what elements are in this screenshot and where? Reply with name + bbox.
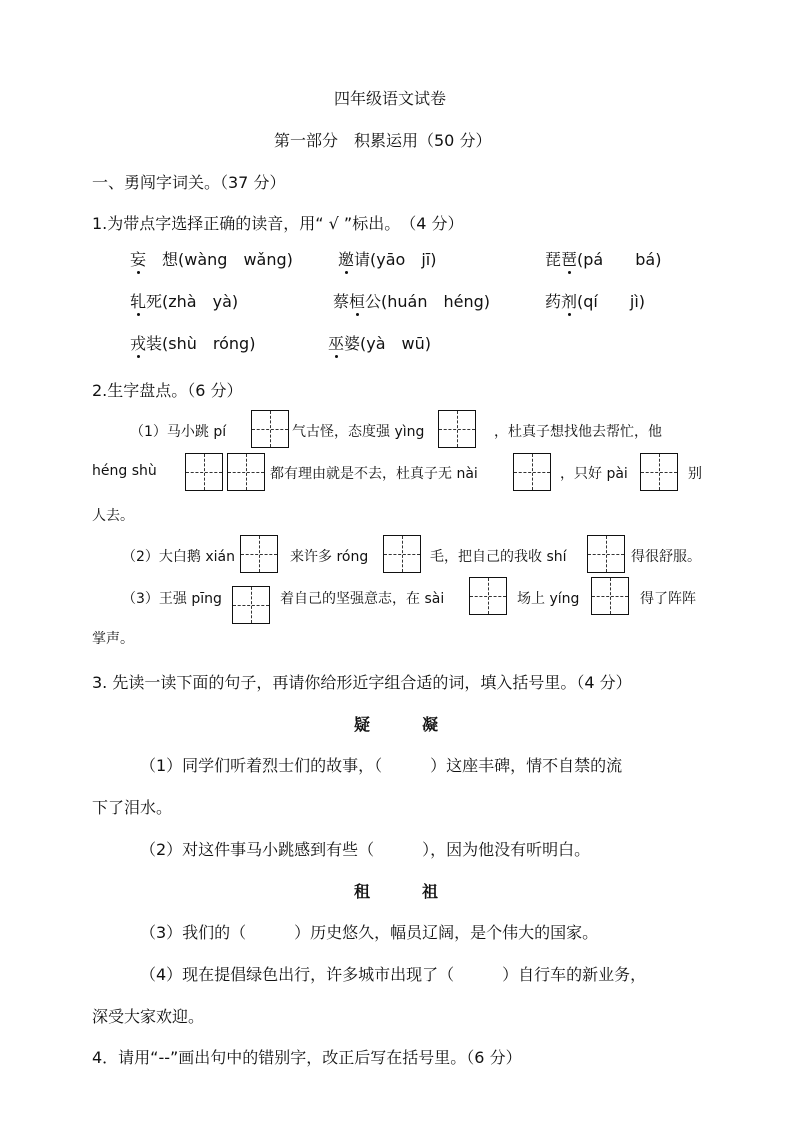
fill-text: 着自己的坚强意志，在 sài: [280, 591, 445, 607]
question-4-stem: 4．请用“--”画出句中的错别字，改正后写在括号里。（6 分）: [92, 1048, 522, 1067]
fill-text: ，杜真子想找他去帮忙，他: [494, 424, 662, 440]
question-3-stem: 3. 先读一读下面的句子，再请你给形近字组合适的词，填入括号里。（4 分）: [92, 673, 632, 692]
fill-text: 得很舒服。: [631, 549, 701, 565]
fill-text: 来许多 róng: [290, 549, 369, 565]
writing-box[interactable]: [383, 535, 421, 573]
char-pair: 疑 凝: [354, 715, 439, 734]
writing-box[interactable]: [587, 535, 625, 573]
fill-text: （1）马小跳 pí: [130, 424, 227, 440]
fill-text: 毛，把自己的我收 shí: [430, 549, 567, 565]
fill-text: 都有理由就是不去，杜真子无 nài: [270, 466, 478, 482]
writing-box[interactable]: [591, 577, 629, 615]
writing-box[interactable]: [227, 453, 265, 491]
writing-box[interactable]: [513, 453, 551, 491]
fill-text: 气古怪，态度强 yìng: [292, 424, 425, 440]
fill-text: 场上 yíng: [517, 591, 580, 607]
writing-box[interactable]: [438, 410, 476, 448]
section-heading: 一、勇闯字词关。（37 分）: [92, 173, 286, 192]
pinyin-item: 巫婆(yà wū): [328, 334, 432, 353]
pinyin-item: 轧死(zhà yà): [130, 292, 239, 311]
fill-text: ，只好 pài: [560, 466, 628, 482]
pinyin-item: 戎装(shù róng): [130, 334, 256, 353]
writing-box[interactable]: [469, 577, 507, 615]
pinyin-item: 琵琶(pá bá): [545, 250, 662, 269]
fill-text: （2）大白鹅 xián: [122, 549, 235, 565]
pinyin-item: 药剂(qí jì): [545, 292, 646, 311]
pinyin-item: 蔡桓公(huán héng): [333, 292, 491, 311]
fill-text: héng shù: [92, 463, 157, 479]
fill-text: 人去。: [92, 508, 134, 524]
question-1-stem: 1.为带点字选择正确的读音，用“ √ ”标出。 （4 分）: [92, 214, 464, 233]
writing-box[interactable]: [232, 586, 270, 624]
writing-box[interactable]: [240, 535, 278, 573]
page-title: 四年级语文试卷: [334, 89, 447, 108]
fill-text: 掌声。: [92, 631, 134, 647]
writing-box[interactable]: [185, 453, 223, 491]
sentence: （1）同学们听着烈士们的故事，（ ）这座丰碑，情不自禁的流: [140, 756, 623, 775]
sentence: 下了泪水。: [92, 798, 173, 817]
char-pair: 租 祖: [354, 882, 439, 901]
sentence: （4）现在提倡绿色出行，许多城市出现了（ ）自行车的新业务，: [140, 965, 647, 984]
fill-text: 得了阵阵: [640, 591, 696, 607]
question-2-stem: 2.生字盘点。（6 分）: [92, 381, 243, 400]
sentence: 深受大家欢迎。: [92, 1007, 205, 1026]
part-heading: 第一部分 积累运用（50 分）: [274, 131, 492, 150]
sentence: （2）对这件事马小跳感到有些（ ），因为他没有听明白。: [140, 840, 591, 859]
pinyin-item: 邀请(yāo jī): [338, 250, 437, 269]
fill-text: （3）王强 pīng: [122, 591, 222, 607]
writing-box[interactable]: [640, 453, 678, 491]
sentence: （3）我们的（ ）历史悠久，幅员辽阔，是个伟大的国家。: [140, 923, 599, 942]
fill-text: 别: [688, 466, 702, 482]
pinyin-item: 妄 想(wàng wǎng): [130, 250, 293, 269]
writing-box[interactable]: [251, 410, 289, 448]
